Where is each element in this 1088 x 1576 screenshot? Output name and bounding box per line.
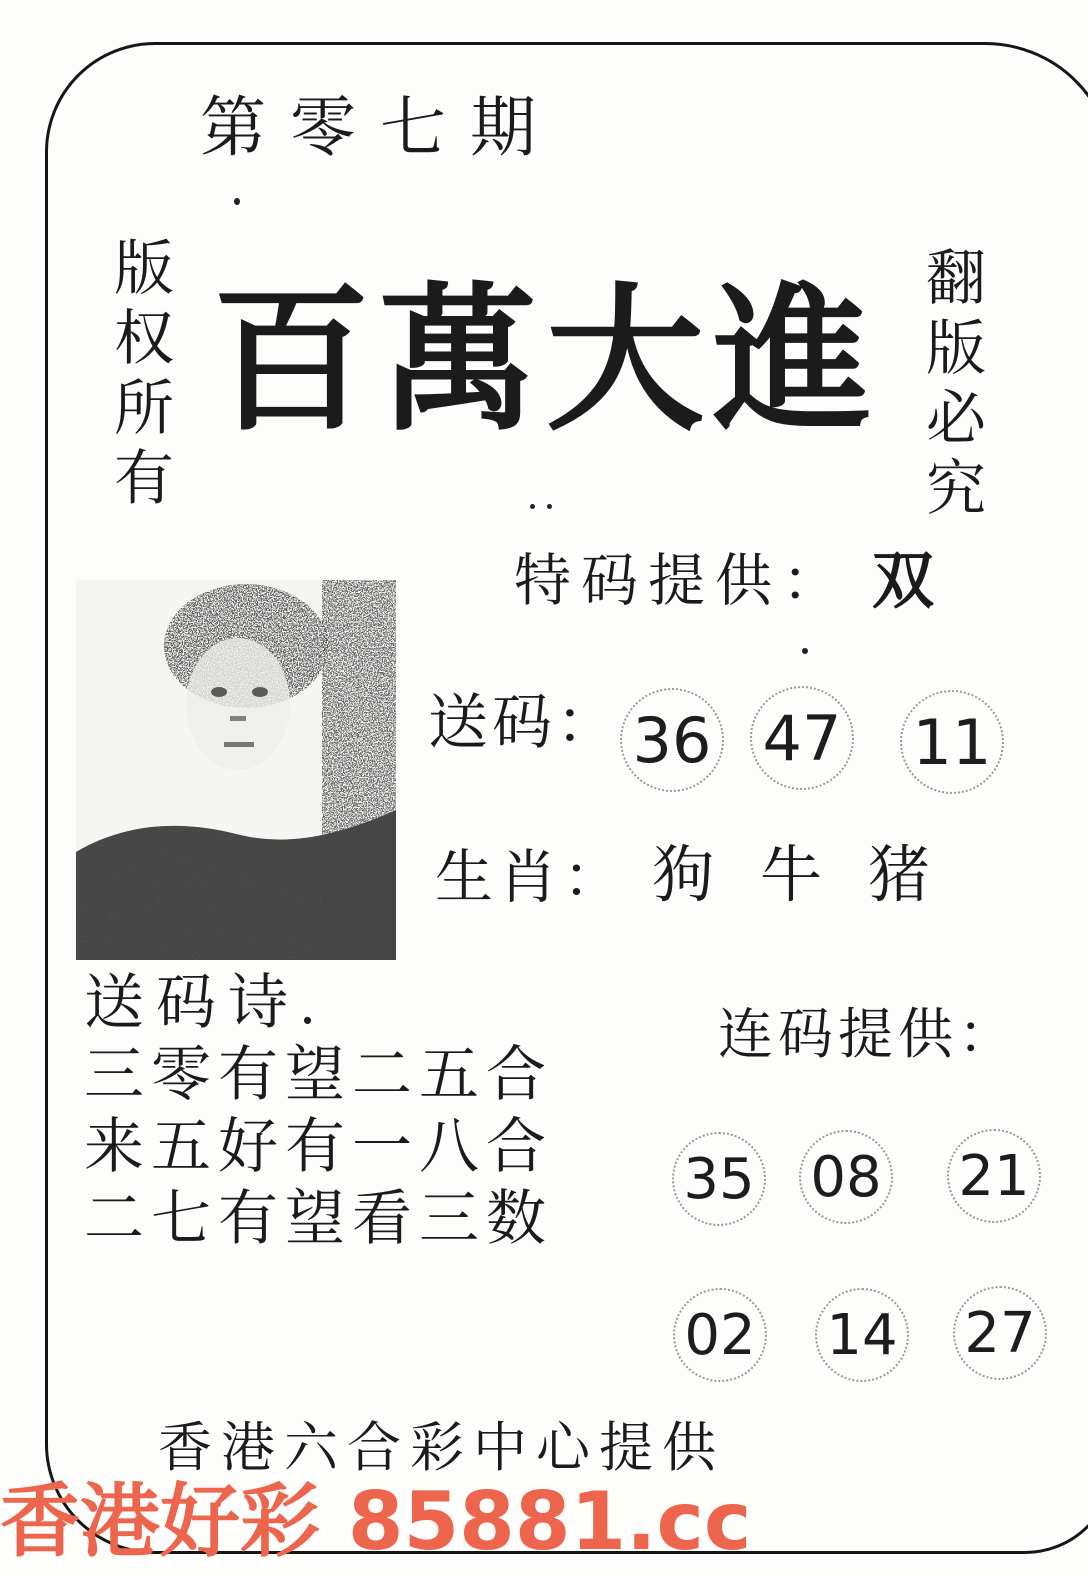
portrait-photo: [76, 580, 396, 960]
copyright-vertical-text: 版权所有: [106, 236, 172, 516]
scan-speck: [547, 504, 552, 509]
pair-codes-label: 连码提供：: [718, 1004, 1019, 1065]
pair-code-number: 35: [672, 1132, 766, 1226]
anti-piracy-vertical-text: 翻版必究: [918, 246, 984, 526]
special-code-label: 特码提供：: [514, 550, 849, 613]
scan-speck: [802, 648, 808, 654]
page-title: 百萬大進: [212, 268, 880, 453]
poem-title: 送码诗.: [84, 970, 327, 1036]
poem-line: 来五好有一八合: [84, 1114, 553, 1180]
pair-code-number: 02: [673, 1288, 767, 1382]
pair-code-number: 27: [953, 1286, 1047, 1380]
pair-code-number: 08: [799, 1130, 893, 1224]
gift-code-number: 11: [900, 690, 1004, 794]
zodiac-value: 狗: [652, 842, 715, 910]
pair-code-number: 14: [815, 1288, 909, 1382]
scan-speck: [234, 198, 240, 205]
pair-code-number: 21: [947, 1129, 1041, 1223]
watermark-site-text: 香港好彩 85881.cc: [0, 1475, 752, 1568]
issue-number: 第零七期: [200, 92, 560, 165]
gift-code-number: 47: [750, 686, 854, 790]
poem-line: 二七有望看三数: [84, 1186, 553, 1252]
scan-speck: [530, 504, 535, 509]
special-code-value: 双: [872, 548, 935, 616]
zodiac-label: 生肖：: [435, 845, 628, 910]
poem-line: 三零有望二五合: [84, 1042, 553, 1108]
zodiac-value: 猪: [868, 842, 931, 910]
zodiac-value: 牛: [760, 842, 823, 910]
gift-codes-label: 送码：: [428, 690, 620, 756]
footer-provider-text: 香港六合彩中心提供: [158, 1418, 725, 1478]
zodiac-values: [652, 844, 976, 909]
gift-code-number: 36: [620, 688, 724, 792]
